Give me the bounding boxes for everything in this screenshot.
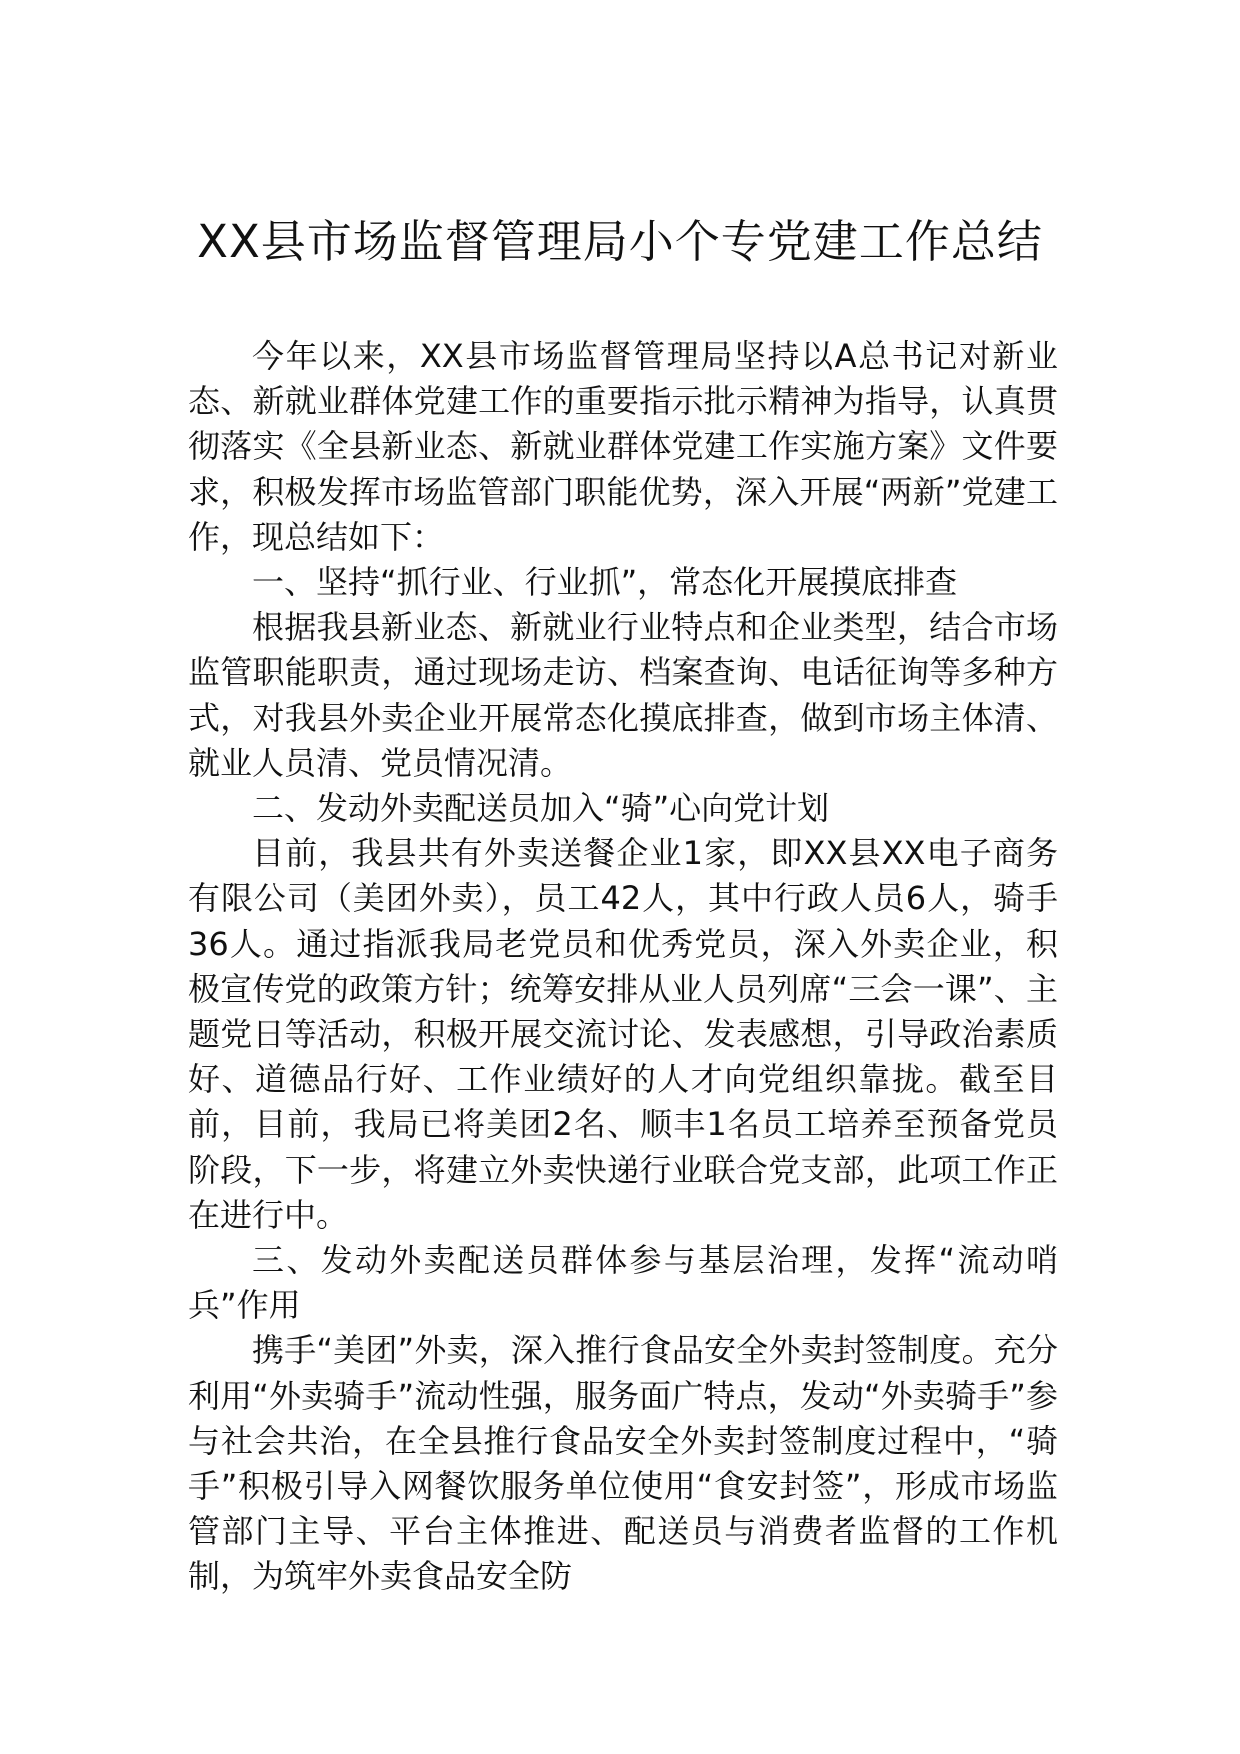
document-body — [188, 334, 1058, 1600]
section-heading-3: 三、发动外卖配送员群体参与基层治理，发挥“流动哨兵”作用 — [188, 1241, 1058, 1325]
section-heading-2: 二、发动外卖配送员加入“骑”心向党计划 — [252, 789, 830, 828]
document-title: XX县市场监督管理局小个专党建工作总结 — [197, 215, 1043, 268]
section-heading-1: 一、坚持“抓行业、行业抓”，常态化开展摸底排查 — [252, 563, 958, 602]
section-1-paragraph: 根据我县新业态、新就业行业特点和企业类型，结合市场监管职能职责，通过现场走访、档案查询、电话征询等多种方式，对我县外卖企业开展常态化摸底排查，做到市场主体清、就业人员清、党员情况清。 — [188, 608, 1058, 782]
section-2-paragraph: 目前，我县共有外卖送餐企业1家，即XX县XX电子商务有限公司（美团外卖），员工42人，其中行政人员6人，骑手36人。通过指派我局老党员和优秀党员，深入外卖企业，积极宣传党的政策方针；统筹安排从业人员列席“三会一课”、主题党日等活动，积极开展交流讨论、发表感想，引导政治素质好、道德品行好、工作业绩好的人才向党组织靠拢。截至目前，目前，我局已将美团2名、顺丰1名员工培养至预备党员阶段，下一步，将建立外卖快递行业联合党支部，此项工作正在进行中。 — [188, 834, 1058, 1234]
intro-paragraph: 今年以来，XX县市场监督管理局坚持以A总书记对新业态、新就业群体党建工作的重要指示批示精神为指导，认真贯彻落实《全县新业态、新就业群体党建工作实施方案》文件要求，积极发挥市场监管部门职能优势，深入开展“两新”党建工作，现总结如下： — [188, 337, 1058, 556]
section-3-paragraph: 携手“美团”外卖，深入推行食品安全外卖封签制度。充分利用“外卖骑手”流动性强，服务面广特点，发动“外卖骑手”参与社会共治，在全县推行食品安全外卖封签制度过程中，“骑手”积极引导入网餐饮服务单位使用“食安封签”，形成市场监管部门主导、平台主体推进、配送员与消费者监督的工作机制，为筑牢外卖食品安全防 — [188, 1331, 1058, 1596]
